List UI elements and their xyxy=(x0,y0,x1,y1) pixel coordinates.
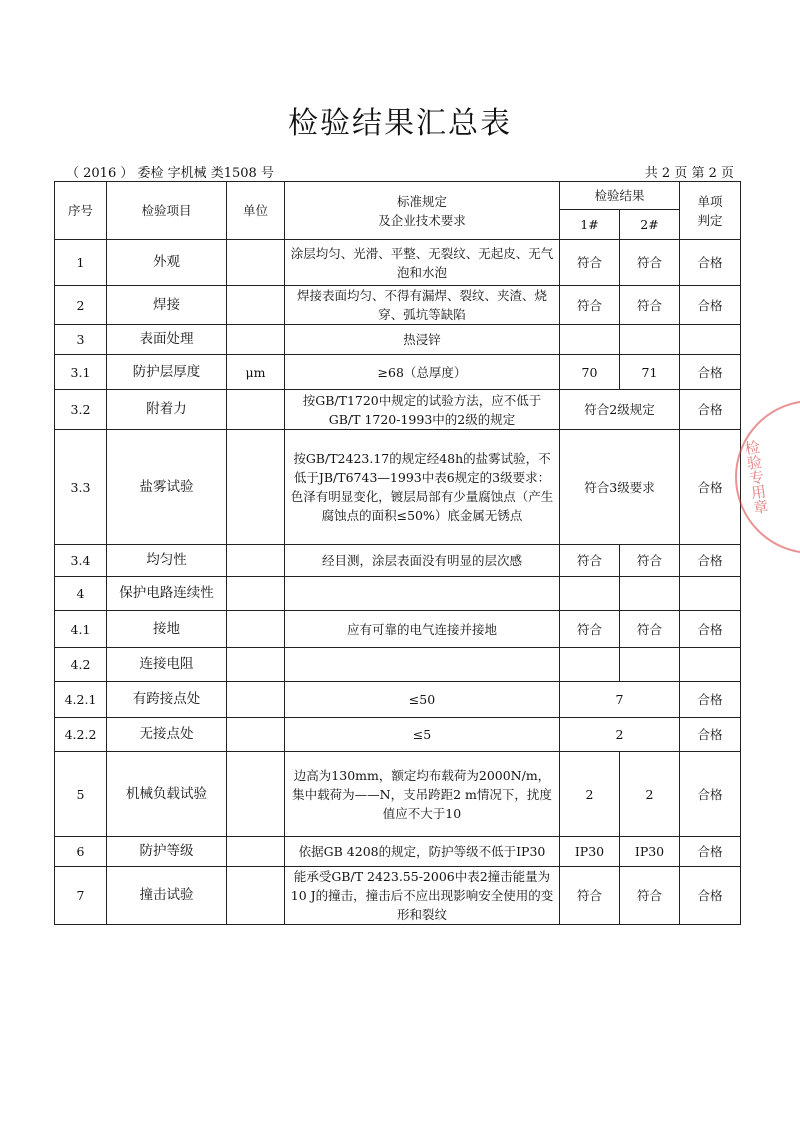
cell-item: 机械负载试验 xyxy=(107,752,227,837)
cell-result-2: 符合 xyxy=(620,240,680,286)
cell-result-1: 2 xyxy=(560,752,620,837)
cell-result-1: 符合 xyxy=(560,286,620,325)
cell-item: 外观 xyxy=(107,240,227,286)
cell-standard: 焊接表面均匀、不得有漏焊、裂纹、夹渣、烧穿、弧坑等缺陷 xyxy=(285,286,560,325)
cell-result-2 xyxy=(620,648,680,682)
cell-unit xyxy=(227,718,285,752)
cell-item: 接地 xyxy=(107,611,227,648)
cell-unit xyxy=(227,648,285,682)
cell-item: 表面处理 xyxy=(107,325,227,355)
header-row xyxy=(55,182,741,210)
cell-result-merged: 符合2级规定 xyxy=(560,390,680,430)
cell-result-2: IP30 xyxy=(620,837,680,867)
table-row xyxy=(55,867,741,925)
cell-unit xyxy=(227,430,285,545)
cell-unit xyxy=(227,286,285,325)
header-result: 检验结果 xyxy=(560,182,680,210)
cell-verdict: 合格 xyxy=(680,718,741,752)
header-verdict-line2: 判定 xyxy=(697,212,723,228)
cell-item: 焊接 xyxy=(107,286,227,325)
table-row xyxy=(55,682,741,718)
cell-seq: 3.3 xyxy=(55,430,107,545)
cell-verdict: 合格 xyxy=(680,390,741,430)
cell-unit xyxy=(227,752,285,837)
cell-standard: ≤5 xyxy=(285,718,560,752)
cell-item: 保护电路连续性 xyxy=(107,577,227,611)
table-row xyxy=(55,718,741,752)
cell-seq: 4.1 xyxy=(55,611,107,648)
cell-item: 均匀性 xyxy=(107,545,227,577)
cell-unit xyxy=(227,577,285,611)
cell-result-2: 符合 xyxy=(620,867,680,925)
header-standard-line1: 标准规定 xyxy=(396,193,447,209)
table-row xyxy=(55,325,741,355)
table-row xyxy=(55,611,741,648)
header-standard xyxy=(285,182,560,240)
cell-verdict: 合格 xyxy=(680,430,741,545)
cell-standard: ≥68（总厚度） xyxy=(285,355,560,390)
cell-item: 撞击试验 xyxy=(107,867,227,925)
cell-standard: 按GB/T2423.17的规定经48h的盐雾试验，不低于JB/T6743—1993中表6规定的3级要求：色泽有明显变化，镀层局部有少量腐蚀点（产生腐蚀点的面积≤50%）底金属无锈点 xyxy=(285,430,560,545)
cell-standard: 应有可靠的电气连接并接地 xyxy=(285,611,560,648)
cell-verdict: 合格 xyxy=(680,545,741,577)
cell-seq: 1 xyxy=(55,240,107,286)
cell-result-2: 符合 xyxy=(620,286,680,325)
page-indicator: 共 2 页 第 2 页 xyxy=(644,165,734,181)
cell-standard: 依据GB 4208的规定，防护等级不低于IP30 xyxy=(285,837,560,867)
cell-seq: 3.1 xyxy=(55,355,107,390)
cell-verdict: 合格 xyxy=(680,837,741,867)
table-row xyxy=(55,390,741,430)
table-row xyxy=(55,355,741,390)
cell-standard: 能承受GB/T 2423.55-2006中表2撞击能量为 10 J的撞击，撞击后不应出现影响安全使用的变形和裂纹 xyxy=(285,867,560,925)
cell-result-1: 符合 xyxy=(560,611,620,648)
cell-seq: 4.2 xyxy=(55,648,107,682)
cell-result-2: 符合 xyxy=(620,545,680,577)
inspection-seal: 检验专用章 xyxy=(741,438,771,516)
cell-verdict xyxy=(680,325,741,355)
page-title: 检验结果汇总表 xyxy=(288,106,512,141)
cell-item: 连接电阻 xyxy=(107,648,227,682)
cell-result-2: 符合 xyxy=(620,611,680,648)
table-row xyxy=(55,286,741,325)
cell-unit xyxy=(227,325,285,355)
cell-seq: 7 xyxy=(55,867,107,925)
report-reference: （ 2016 ） 委检 字机械 类1508 号 xyxy=(66,165,274,181)
report-info-bar xyxy=(66,161,734,181)
table-row xyxy=(55,752,741,837)
cell-seq: 2 xyxy=(55,286,107,325)
table-row xyxy=(55,577,741,611)
cell-result-1: 符合 xyxy=(560,545,620,577)
cell-standard: 经目测，涂层表面没有明显的层次感 xyxy=(285,545,560,577)
cell-seq: 4.2.2 xyxy=(55,718,107,752)
cell-verdict: 合格 xyxy=(680,611,741,648)
cell-seq: 5 xyxy=(55,752,107,837)
cell-unit: μm xyxy=(227,355,285,390)
header-verdict-line1: 单项 xyxy=(697,193,723,209)
cell-result-1 xyxy=(560,577,620,611)
header-unit: 单位 xyxy=(227,182,285,240)
cell-item: 防护等级 xyxy=(107,837,227,867)
cell-standard xyxy=(285,648,560,682)
cell-standard: 热浸锌 xyxy=(285,325,560,355)
cell-unit xyxy=(227,682,285,718)
cell-verdict: 合格 xyxy=(680,867,741,925)
cell-standard: 按GB/T1720中规定的试验方法，应不低于GB/T 1720-1993中的2级的规定 xyxy=(285,390,560,430)
table-row xyxy=(55,837,741,867)
cell-result-merged: 2 xyxy=(560,718,680,752)
cell-result-1: 符合 xyxy=(560,867,620,925)
table-row xyxy=(55,430,741,545)
table-row xyxy=(55,648,741,682)
cell-result-merged: 符合3级要求 xyxy=(560,430,680,545)
cell-item: 无接点处 xyxy=(107,718,227,752)
table-row xyxy=(55,545,741,577)
cell-result-1: 70 xyxy=(560,355,620,390)
cell-result-2 xyxy=(620,577,680,611)
results-table xyxy=(54,181,741,925)
header-sample-1: 1# xyxy=(560,210,620,240)
cell-item: 防护层厚度 xyxy=(107,355,227,390)
cell-verdict: 合格 xyxy=(680,682,741,718)
cell-unit xyxy=(227,867,285,925)
cell-seq: 3.4 xyxy=(55,545,107,577)
cell-result-2: 2 xyxy=(620,752,680,837)
cell-result-1 xyxy=(560,648,620,682)
cell-item: 盐雾试验 xyxy=(107,430,227,545)
cell-verdict xyxy=(680,648,741,682)
cell-standard: ≤50 xyxy=(285,682,560,718)
cell-verdict: 合格 xyxy=(680,240,741,286)
cell-unit xyxy=(227,390,285,430)
cell-verdict: 合格 xyxy=(680,286,741,325)
cell-result-1: 符合 xyxy=(560,240,620,286)
cell-verdict: 合格 xyxy=(680,355,741,390)
table-row xyxy=(55,240,741,286)
cell-result-2 xyxy=(620,325,680,355)
cell-seq: 6 xyxy=(55,837,107,867)
cell-seq: 3 xyxy=(55,325,107,355)
cell-seq: 4.2.1 xyxy=(55,682,107,718)
header-standard-line2: 及企业技术要求 xyxy=(378,212,466,228)
cell-result-1 xyxy=(560,325,620,355)
cell-result-1: IP30 xyxy=(560,837,620,867)
cell-seq: 3.2 xyxy=(55,390,107,430)
header-item: 检验项目 xyxy=(107,182,227,240)
cell-result-merged: 7 xyxy=(560,682,680,718)
cell-item: 附着力 xyxy=(107,390,227,430)
cell-standard: 涂层均匀、光滑、平整、无裂纹、无起皮、无气泡和水泡 xyxy=(285,240,560,286)
cell-unit xyxy=(227,837,285,867)
header-seq: 序号 xyxy=(55,182,107,240)
cell-verdict: 合格 xyxy=(680,752,741,837)
cell-standard xyxy=(285,577,560,611)
header-verdict xyxy=(680,182,741,240)
cell-unit xyxy=(227,545,285,577)
header-sample-2: 2# xyxy=(620,210,680,240)
cell-result-2: 71 xyxy=(620,355,680,390)
cell-seq: 4 xyxy=(55,577,107,611)
cell-verdict xyxy=(680,577,741,611)
cell-unit xyxy=(227,240,285,286)
cell-unit xyxy=(227,611,285,648)
cell-standard: 边高为130mm，额定均布载荷为2000N/m，集中载荷为——N，支吊跨距2 m情况下，扰度值应不大于10 xyxy=(285,752,560,837)
cell-item: 有跨接点处 xyxy=(107,682,227,718)
